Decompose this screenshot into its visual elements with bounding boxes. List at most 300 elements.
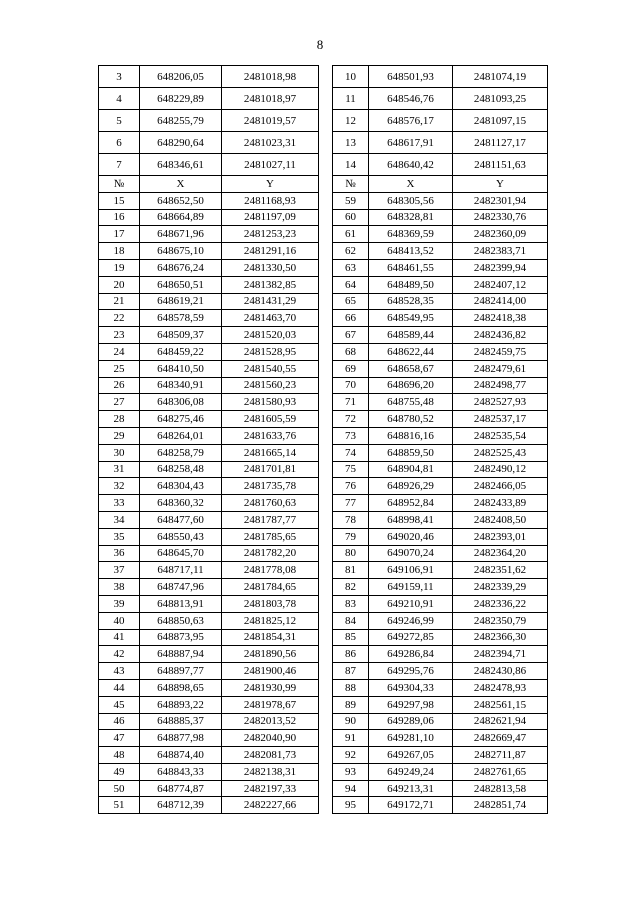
table-row [99,66,548,88]
point-number-cell: 92 [333,747,369,764]
table-row [99,730,548,747]
table-row [99,663,548,680]
x-coordinate-cell: 649210,91 [369,595,453,612]
x-coordinate-cell: 648461,55 [369,259,453,276]
x-coordinate-cell: X [369,176,453,193]
y-coordinate-cell: 2482366,30 [453,629,548,646]
table-row [99,343,548,360]
y-coordinate-cell: 2481291,16 [222,243,319,260]
y-coordinate-cell: 2482459,75 [453,343,548,360]
x-coordinate-cell: 648304,43 [140,478,222,495]
table-row [99,763,548,780]
x-coordinate-cell: 648850,63 [140,612,222,629]
table-row [99,192,548,209]
column-gap [319,579,333,596]
x-coordinate-cell: 648904,81 [369,461,453,478]
y-coordinate-cell: 2482197,33 [222,780,319,797]
table-row [99,411,548,428]
table-row [99,209,548,226]
x-coordinate-cell: 649267,05 [369,747,453,764]
column-gap [319,110,333,132]
x-coordinate-cell: 648528,35 [369,293,453,310]
column-gap [319,327,333,344]
y-coordinate-cell: 2482418,38 [453,310,548,327]
point-number-cell: 32 [99,478,140,495]
x-coordinate-cell: 648640,42 [369,154,453,176]
point-number-cell: 14 [333,154,369,176]
point-number-cell: 83 [333,595,369,612]
y-coordinate-cell: 2481168,93 [222,192,319,209]
column-gap [319,310,333,327]
point-number-cell: 18 [99,243,140,260]
x-coordinate-cell: 648877,98 [140,730,222,747]
y-coordinate-cell: 2482393,01 [453,528,548,545]
point-number-cell: 85 [333,629,369,646]
x-coordinate-cell: 648816,16 [369,427,453,444]
y-coordinate-cell: Y [453,176,548,193]
column-gap [319,276,333,293]
y-coordinate-cell: 2481785,65 [222,528,319,545]
y-coordinate-cell: 2481431,29 [222,293,319,310]
y-coordinate-cell: 2482478,93 [453,679,548,696]
column-gap [319,562,333,579]
y-coordinate-cell: 2482407,12 [453,276,548,293]
x-coordinate-cell: 648645,70 [140,545,222,562]
y-coordinate-cell: 2481787,77 [222,511,319,528]
point-number-cell: 66 [333,310,369,327]
y-coordinate-cell: 2481978,67 [222,696,319,713]
y-coordinate-cell: 2482813,58 [453,780,548,797]
x-coordinate-cell: 648952,84 [369,495,453,512]
x-coordinate-cell: 648546,76 [369,88,453,110]
column-gap [319,394,333,411]
y-coordinate-cell: 2481560,23 [222,377,319,394]
point-number-cell: № [333,176,369,193]
y-coordinate-cell: 2481540,55 [222,360,319,377]
y-coordinate-cell: 2482360,09 [453,226,548,243]
x-coordinate-cell: 648275,46 [140,411,222,428]
x-coordinate-cell: 648305,56 [369,192,453,209]
point-number-cell: 11 [333,88,369,110]
table-row [99,612,548,629]
y-coordinate-cell: 2481019,57 [222,110,319,132]
y-coordinate-cell: 2482711,87 [453,747,548,764]
x-coordinate-cell: 648477,60 [140,511,222,528]
point-number-cell: 94 [333,780,369,797]
point-number-cell: 64 [333,276,369,293]
point-number-cell: 73 [333,427,369,444]
point-number-cell: 44 [99,679,140,696]
x-coordinate-cell: 648578,59 [140,310,222,327]
point-number-cell: 4 [99,88,140,110]
y-coordinate-cell: 2481580,93 [222,394,319,411]
table-row [99,360,548,377]
point-number-cell: 91 [333,730,369,747]
y-coordinate-cell: 2481735,78 [222,478,319,495]
x-coordinate-cell: 648229,89 [140,88,222,110]
table-row [99,427,548,444]
x-coordinate-cell: 648926,29 [369,478,453,495]
x-coordinate-cell: 648340,91 [140,377,222,394]
y-coordinate-cell: 2482525,43 [453,444,548,461]
point-number-cell: 74 [333,444,369,461]
y-coordinate-cell: Y [222,176,319,193]
point-number-cell: 27 [99,394,140,411]
x-coordinate-cell: 648696,20 [369,377,453,394]
y-coordinate-cell: 2481784,65 [222,579,319,596]
column-gap [319,511,333,528]
y-coordinate-cell: 2481330,50 [222,259,319,276]
x-coordinate-cell: 648622,44 [369,343,453,360]
y-coordinate-cell: 2482227,66 [222,797,319,814]
x-coordinate-cell: X [140,176,222,193]
x-coordinate-cell: 648509,37 [140,327,222,344]
x-coordinate-cell: 648887,94 [140,646,222,663]
point-number-cell: 86 [333,646,369,663]
x-coordinate-cell: 649272,85 [369,629,453,646]
y-coordinate-cell: 2481890,56 [222,646,319,663]
column-gap [319,629,333,646]
point-number-cell: 59 [333,192,369,209]
point-number-cell: 61 [333,226,369,243]
point-number-cell: 22 [99,310,140,327]
x-coordinate-cell: 649249,24 [369,763,453,780]
point-number-cell: 78 [333,511,369,528]
y-coordinate-cell: 2482433,89 [453,495,548,512]
header-row [99,176,548,193]
table-row [99,679,548,696]
column-gap [319,377,333,394]
x-coordinate-cell: 649297,98 [369,696,453,713]
y-coordinate-cell: 2481027,11 [222,154,319,176]
column-gap [319,797,333,814]
y-coordinate-cell: 2481930,99 [222,679,319,696]
page-number: 8 [316,37,324,52]
table-row [99,713,548,730]
table-row [99,579,548,596]
point-number-cell: 36 [99,545,140,562]
x-coordinate-cell: 649304,33 [369,679,453,696]
point-number-cell: 28 [99,411,140,428]
x-coordinate-cell: 648897,77 [140,663,222,680]
x-coordinate-cell: 648664,89 [140,209,222,226]
x-coordinate-cell: 648255,79 [140,110,222,132]
point-number-cell: 80 [333,545,369,562]
y-coordinate-cell: 2482138,31 [222,763,319,780]
y-coordinate-cell: 2482364,20 [453,545,548,562]
x-coordinate-cell: 648843,33 [140,763,222,780]
point-number-cell: 72 [333,411,369,428]
point-number-cell: 45 [99,696,140,713]
point-number-cell: 65 [333,293,369,310]
x-coordinate-cell: 648617,91 [369,132,453,154]
x-coordinate-cell: 649070,24 [369,545,453,562]
point-number-cell: 49 [99,763,140,780]
point-number-cell: 41 [99,629,140,646]
table-row [99,595,548,612]
table-row [99,110,548,132]
y-coordinate-cell: 2481253,23 [222,226,319,243]
y-coordinate-cell: 2482040,90 [222,730,319,747]
x-coordinate-cell: 648650,51 [140,276,222,293]
point-number-cell: 24 [99,343,140,360]
x-coordinate-cell: 648671,96 [140,226,222,243]
column-gap [319,780,333,797]
table-row [99,88,548,110]
x-coordinate-cell: 648459,22 [140,343,222,360]
x-coordinate-cell: 648549,95 [369,310,453,327]
x-coordinate-cell: 648619,21 [140,293,222,310]
x-coordinate-cell: 648873,95 [140,629,222,646]
x-coordinate-cell: 648712,39 [140,797,222,814]
table-row [99,132,548,154]
table-row [99,495,548,512]
table-row [99,226,548,243]
y-coordinate-cell: 2481463,70 [222,310,319,327]
point-number-cell: 88 [333,679,369,696]
coordinates-table-body [99,66,548,814]
x-coordinate-cell: 648264,01 [140,427,222,444]
point-number-cell: 70 [333,377,369,394]
y-coordinate-cell: 2481127,17 [453,132,548,154]
column-gap [319,545,333,562]
column-gap [319,411,333,428]
x-coordinate-cell: 648489,50 [369,276,453,293]
point-number-cell: 46 [99,713,140,730]
y-coordinate-cell: 2481900,46 [222,663,319,680]
column-gap [319,595,333,612]
y-coordinate-cell: 2482301,94 [453,192,548,209]
y-coordinate-cell: 2482851,74 [453,797,548,814]
point-number-cell: 23 [99,327,140,344]
x-coordinate-cell: 648206,05 [140,66,222,88]
x-coordinate-cell: 649246,99 [369,612,453,629]
point-number-cell: 33 [99,495,140,512]
point-number-cell: 43 [99,663,140,680]
point-number-cell: 20 [99,276,140,293]
y-coordinate-cell: 2482414,00 [453,293,548,310]
y-coordinate-cell: 2482339,29 [453,579,548,596]
y-coordinate-cell: 2482561,15 [453,696,548,713]
column-gap [319,132,333,154]
y-coordinate-cell: 2482330,76 [453,209,548,226]
column-gap [319,478,333,495]
x-coordinate-cell: 649020,46 [369,528,453,545]
column-gap [319,192,333,209]
point-number-cell: 31 [99,461,140,478]
x-coordinate-cell: 648676,24 [140,259,222,276]
x-coordinate-cell: 648859,50 [369,444,453,461]
table-row [99,243,548,260]
point-number-cell: 82 [333,579,369,596]
y-coordinate-cell: 2481018,97 [222,88,319,110]
column-gap [319,696,333,713]
table-row [99,747,548,764]
x-coordinate-cell: 649159,11 [369,579,453,596]
column-gap [319,427,333,444]
x-coordinate-cell: 648874,40 [140,747,222,764]
table-row [99,293,548,310]
coordinates-table [98,65,548,814]
point-number-cell: 67 [333,327,369,344]
point-number-cell: 35 [99,528,140,545]
column-gap [319,713,333,730]
y-coordinate-cell: 2481633,76 [222,427,319,444]
table-row [99,696,548,713]
point-number-cell: 84 [333,612,369,629]
x-coordinate-cell: 648774,87 [140,780,222,797]
point-number-cell: 90 [333,713,369,730]
y-coordinate-cell: 2482430,86 [453,663,548,680]
x-coordinate-cell: 649213,31 [369,780,453,797]
x-coordinate-cell: 648550,43 [140,528,222,545]
column-gap [319,461,333,478]
y-coordinate-cell: 2482479,61 [453,360,548,377]
x-coordinate-cell: 648410,50 [140,360,222,377]
x-coordinate-cell: 648717,11 [140,562,222,579]
y-coordinate-cell: 2482399,94 [453,259,548,276]
x-coordinate-cell: 648652,50 [140,192,222,209]
point-number-cell: 63 [333,259,369,276]
column-gap [319,646,333,663]
point-number-cell: № [99,176,140,193]
point-number-cell: 42 [99,646,140,663]
x-coordinate-cell: 649289,06 [369,713,453,730]
point-number-cell: 76 [333,478,369,495]
y-coordinate-cell: 2481097,15 [453,110,548,132]
x-coordinate-cell: 648360,32 [140,495,222,512]
y-coordinate-cell: 2482013,52 [222,713,319,730]
table-row [99,377,548,394]
point-number-cell: 68 [333,343,369,360]
table-row [99,154,548,176]
x-coordinate-cell: 648413,52 [369,243,453,260]
point-number-cell: 34 [99,511,140,528]
column-gap [319,176,333,193]
table-row [99,528,548,545]
point-number-cell: 25 [99,360,140,377]
y-coordinate-cell: 2481782,20 [222,545,319,562]
column-gap [319,293,333,310]
point-number-cell: 93 [333,763,369,780]
x-coordinate-cell: 648501,93 [369,66,453,88]
point-number-cell: 29 [99,427,140,444]
y-coordinate-cell: 2482669,47 [453,730,548,747]
y-coordinate-cell: 2482394,71 [453,646,548,663]
column-gap [319,88,333,110]
x-coordinate-cell: 648780,52 [369,411,453,428]
column-gap [319,763,333,780]
column-gap [319,66,333,88]
point-number-cell: 47 [99,730,140,747]
table-row [99,797,548,814]
point-number-cell: 89 [333,696,369,713]
column-gap [319,444,333,461]
point-number-cell: 38 [99,579,140,596]
x-coordinate-cell: 648813,91 [140,595,222,612]
y-coordinate-cell: 2482408,50 [453,511,548,528]
point-number-cell: 77 [333,495,369,512]
x-coordinate-cell: 648898,65 [140,679,222,696]
point-number-cell: 40 [99,612,140,629]
x-coordinate-cell: 648258,79 [140,444,222,461]
y-coordinate-cell: 2482761,65 [453,763,548,780]
x-coordinate-cell: 648290,64 [140,132,222,154]
column-gap [319,259,333,276]
point-number-cell: 69 [333,360,369,377]
table-row [99,780,548,797]
column-gap [319,679,333,696]
y-coordinate-cell: 2481854,31 [222,629,319,646]
point-number-cell: 81 [333,562,369,579]
point-number-cell: 7 [99,154,140,176]
x-coordinate-cell: 648675,10 [140,243,222,260]
point-number-cell: 15 [99,192,140,209]
point-number-cell: 60 [333,209,369,226]
x-coordinate-cell: 648346,61 [140,154,222,176]
y-coordinate-cell: 2482535,54 [453,427,548,444]
point-number-cell: 26 [99,377,140,394]
y-coordinate-cell: 2482537,17 [453,411,548,428]
y-coordinate-cell: 2482436,82 [453,327,548,344]
x-coordinate-cell: 648658,67 [369,360,453,377]
table-row [99,478,548,495]
y-coordinate-cell: 2482490,12 [453,461,548,478]
x-coordinate-cell: 648576,17 [369,110,453,132]
x-coordinate-cell: 648998,41 [369,511,453,528]
table-row [99,259,548,276]
table-row [99,629,548,646]
x-coordinate-cell: 649286,84 [369,646,453,663]
table-row [99,327,548,344]
point-number-cell: 51 [99,797,140,814]
point-number-cell: 12 [333,110,369,132]
point-number-cell: 62 [333,243,369,260]
point-number-cell: 16 [99,209,140,226]
column-gap [319,612,333,629]
column-gap [319,343,333,360]
y-coordinate-cell: 2481018,98 [222,66,319,88]
x-coordinate-cell: 649172,71 [369,797,453,814]
table-row [99,562,548,579]
table-row [99,545,548,562]
y-coordinate-cell: 2481074,19 [453,66,548,88]
column-gap [319,730,333,747]
x-coordinate-cell: 648258,48 [140,461,222,478]
y-coordinate-cell: 2482336,22 [453,595,548,612]
x-coordinate-cell: 648306,08 [140,394,222,411]
y-coordinate-cell: 2482351,62 [453,562,548,579]
x-coordinate-cell: 649106,91 [369,562,453,579]
point-number-cell: 48 [99,747,140,764]
y-coordinate-cell: 2481701,81 [222,461,319,478]
x-coordinate-cell: 648885,37 [140,713,222,730]
point-number-cell: 71 [333,394,369,411]
column-gap [319,226,333,243]
point-number-cell: 95 [333,797,369,814]
point-number-cell: 10 [333,66,369,88]
y-coordinate-cell: 2482527,93 [453,394,548,411]
y-coordinate-cell: 2481382,85 [222,276,319,293]
x-coordinate-cell: 648755,48 [369,394,453,411]
column-gap [319,747,333,764]
x-coordinate-cell: 649281,10 [369,730,453,747]
column-gap [319,528,333,545]
column-gap [319,495,333,512]
y-coordinate-cell: 2482466,05 [453,478,548,495]
point-number-cell: 13 [333,132,369,154]
x-coordinate-cell: 648589,44 [369,327,453,344]
